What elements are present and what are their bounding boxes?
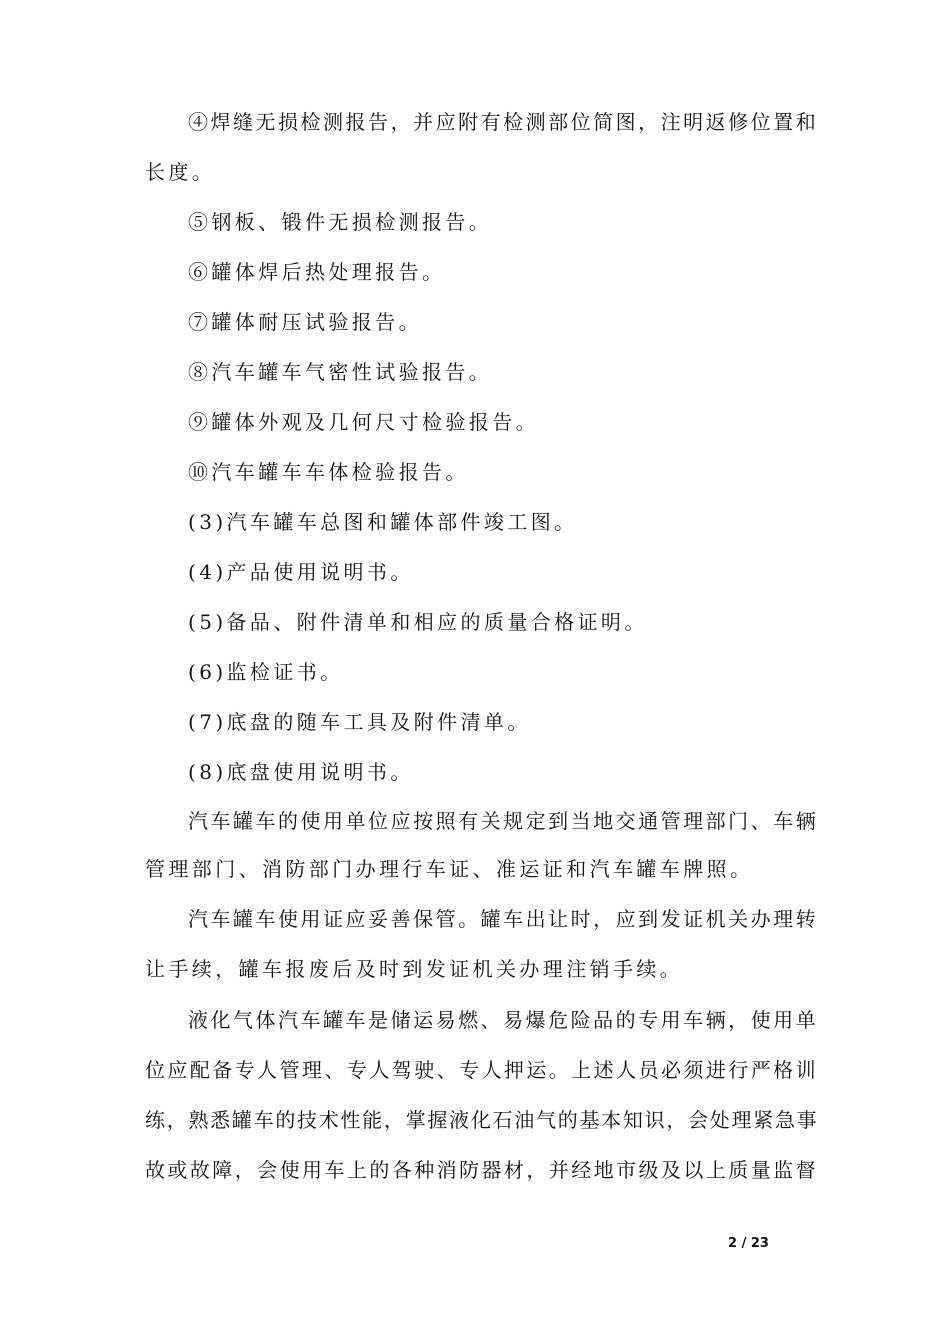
text-line: (6)监检证书。 (188, 660, 344, 684)
text-line: ⑥罐体焊后热处理报告。 (188, 260, 446, 284)
text-line: 长度。 (145, 160, 216, 184)
text-line: ⑧汽车罐车气密性试验报告。 (188, 360, 493, 384)
text-line: 练，熟悉罐车的技术性能，掌握液化石油气的基本知识，会处理紧急事 (145, 1108, 819, 1132)
text-line: ⑦罐体耐压试验报告。 (188, 310, 422, 334)
page-number: 2 / 23 (728, 1236, 769, 1251)
text-line: (7)底盘的随车工具及附件清单。 (188, 710, 531, 734)
text-line: ⑩汽车罐车车体检验报告。 (188, 460, 469, 484)
text-line: 汽车罐车使用证应妥善保管。罐车出让时，应到发证机关办理转 (188, 907, 819, 931)
text-line: 故或故障，会使用车上的各种消防器材，并经地市级及以上质量监督 (145, 1158, 818, 1182)
text-line: (5)备品、附件清单和相应的质量合格证明。 (188, 610, 648, 634)
text-line: ⑤钢板、锻件无损检测报告。 (188, 210, 493, 234)
text-line: 让手续，罐车报废后及时到发证机关办理注销手续。 (145, 957, 684, 981)
text-line: (8)底盘使用说明书。 (188, 760, 414, 784)
text-line: ⑨罐体外观及几何尺寸检验报告。 (188, 410, 539, 434)
text-line: 位应配备专人管理、专人驾驶、专人押运。上述人员必须进行严格训 (145, 1058, 818, 1082)
text-line: 汽车罐车的使用单位应按照有关规定到当地交通管理部门、车辆 (188, 809, 819, 833)
text-line: ④焊缝无损检测报告，并应附有检测部位简图，注明返修位置和 (188, 110, 819, 134)
text-line: 管理部门、消防部门办理行车证、准运证和汽车罐车牌照。 (145, 857, 754, 881)
text-line: (3)汽车罐车总图和罐体部件竣工图。 (188, 510, 578, 534)
text-line: (4)产品使用说明书。 (188, 560, 414, 584)
text-line: 液化气体汽车罐车是储运易燃、易爆危险品的专用车辆，使用单 (188, 1008, 819, 1032)
